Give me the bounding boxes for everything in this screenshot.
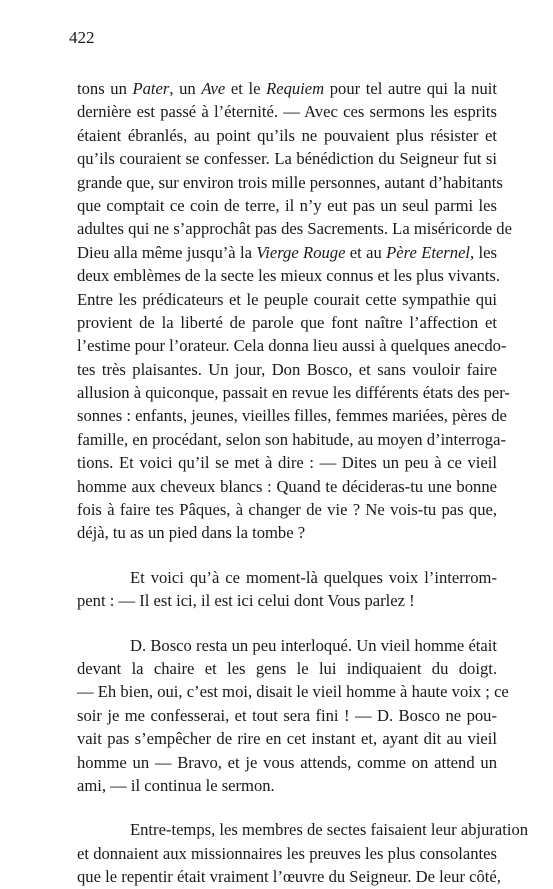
text-run: dernière est passé à l’éternité. — Avec ces sermons les esprits: [77, 102, 497, 122]
text-run: , un: [169, 79, 202, 98]
text-run: ami, — il continua le sermon.: [77, 775, 275, 795]
text-run: déjà, tu as un pied dans la tombe ?: [77, 523, 306, 543]
italic-term: Pater: [132, 79, 170, 98]
text-line: [77, 77, 497, 100]
text-run: pour tel autre qui la nuit: [324, 79, 497, 98]
text-run: soir je me confesserai, et tout sera fini ! — D. Bosco ne pou-: [77, 705, 497, 725]
text-line: [77, 566, 497, 589]
text-run: provient de la liberté de parole que font naître l’affection et: [77, 312, 497, 332]
text-line: [77, 589, 497, 612]
paragraph-gap: [77, 613, 497, 634]
text-line: [77, 311, 497, 334]
text-run: sonnes : enfants, jeunes, vieilles filles, femmes mariées, pères de: [77, 406, 507, 426]
text-line: [77, 451, 497, 474]
text-run: et au: [345, 242, 387, 262]
text-run: que comptait ce coin de terre, il n’y eut pas un seul parmi les: [77, 195, 497, 215]
text-line: [77, 264, 501, 287]
paragraph: [77, 566, 497, 613]
text-run: homme aux cheveux blancs : Quand te décideras-tu une bonne: [77, 476, 497, 496]
text-line: [77, 194, 497, 217]
paragraph-gap: [77, 545, 497, 566]
text-line: [77, 865, 501, 888]
text-line: [77, 171, 503, 194]
text-run: et donnaient aux missionnaires les preuves les plus consolantes: [77, 843, 497, 863]
text-line: [77, 381, 510, 404]
text-line: [77, 358, 497, 381]
text-run: Dieu alla même jusqu’à la: [77, 242, 257, 262]
text-line: [77, 241, 497, 264]
italic-term: Requiem: [266, 79, 325, 98]
text-run: adultes qui ne s’approchât pas des Sacrements. La miséricorde de: [77, 219, 512, 239]
text-run: deux emblèmes de la secte les mieux connus et les plus vivants.: [77, 266, 501, 286]
text-line: [77, 334, 507, 357]
text-run: D. Bosco resta un peu interloqué. Un vieil homme était: [130, 635, 497, 655]
text-line: [77, 288, 497, 311]
text-run: vait pas s’empêcher de rire en cet instant et, ayant dit au vieil: [77, 729, 497, 749]
paragraph-gap: [77, 797, 497, 818]
page-number: 422: [69, 28, 95, 47]
body-text: [77, 77, 529, 889]
text-run: homme un — Bravo, et je vous attends, comme on attend un: [77, 752, 497, 772]
paragraph: [77, 818, 529, 888]
text-line: [77, 842, 497, 865]
text-run: étaient ébranlés, au point qu’ils ne pouvaient plus résister et: [77, 125, 497, 145]
text-line: [77, 774, 497, 797]
text-line: [77, 680, 509, 703]
text-run: fois à faire tes Pâques, à changer de vie ? Ne vois-tu pas que,: [77, 500, 497, 520]
text-line: [77, 818, 529, 841]
text-line: [77, 100, 497, 123]
text-line: [77, 404, 507, 427]
text-run: tions. Et voici qu’il se met à dire : — Dites un peu à ce vieil: [77, 453, 497, 473]
italic-term: Vierge Rouge: [256, 242, 346, 262]
text-run: devant la chaire et les gens le lui indiquaient du doigt.: [77, 658, 497, 678]
text-run: Et voici qu’à ce moment-là quelques voix l’interrom-: [130, 567, 497, 587]
text-run: allusion à quiconque, passait en revue les différents états des per-: [77, 383, 510, 403]
text-run: Entre les prédicateurs et le peuple courait cette sympathie qui: [77, 289, 497, 309]
text-run: famille, en procédant, selon son habitude, au moyen d’interroga-: [77, 429, 506, 449]
text-run: l’estime pour l’orateur. Cela donna lieu aussi à quelques anecdo-: [77, 336, 507, 356]
text-line: [77, 704, 497, 727]
text-run: et le: [225, 79, 267, 98]
text-run: — Eh bien, oui, c’est moi, disait le vieil homme à haute voix ; ce: [77, 682, 509, 702]
text-line: [77, 751, 497, 774]
text-line: [77, 124, 497, 147]
text-run: pent : — Il est ici, il est ici celui dont Vous parlez !: [77, 591, 415, 611]
text-line: [77, 727, 497, 750]
text-run: tes très plaisantes. Un jour, Don Bosco, et sans vouloir faire: [77, 359, 497, 379]
text-run: , les: [470, 242, 497, 262]
text-run: qu’ils couraient se confesser. La bénédiction du Seigneur fut si: [77, 149, 497, 169]
text-line: [77, 521, 497, 544]
text-run: grande que, sur environ trois mille personnes, autant d’habitants: [77, 172, 503, 192]
text-line: [77, 147, 497, 170]
text-run: tons un: [77, 79, 133, 98]
paragraph: [77, 634, 509, 798]
text-line: [77, 217, 512, 240]
italic-term: Ave: [201, 79, 226, 98]
text-line: [77, 634, 497, 657]
text-run: que le repentir était vraiment l’œuvre du Seigneur. De leur côté,: [77, 867, 501, 887]
text-line: [77, 428, 506, 451]
text-run: Entre-temps, les membres de sectes faisaient leur abjuration: [130, 820, 529, 840]
paragraph: [77, 77, 512, 545]
text-line: [77, 657, 497, 680]
italic-term: Père Eternel: [386, 242, 471, 262]
text-line: [77, 475, 497, 498]
text-line: [77, 498, 497, 521]
